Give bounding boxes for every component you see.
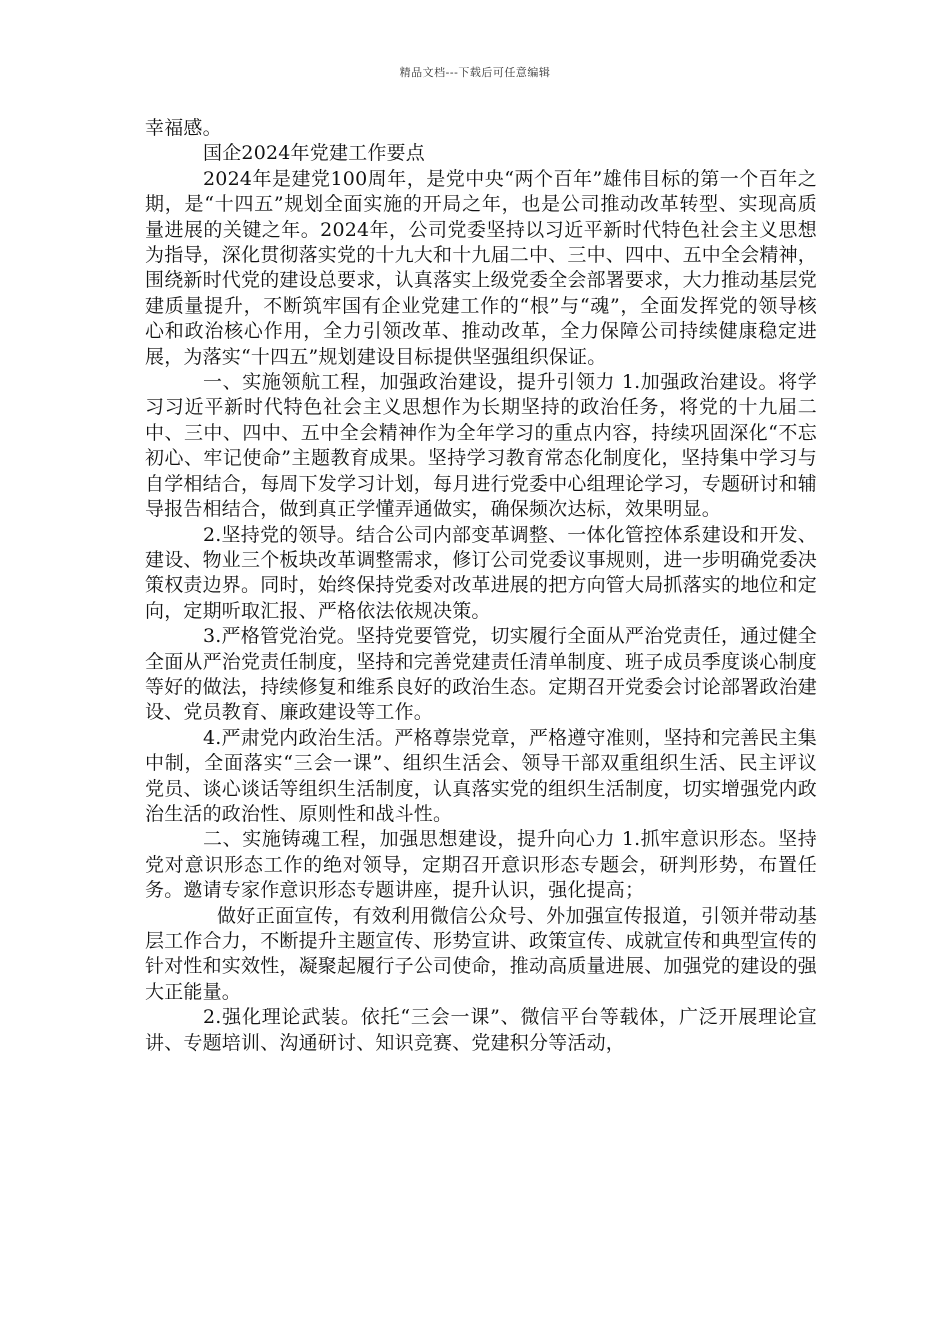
paragraph-item-4: 4.严肃党内政治生活。严格尊崇党章，严格遵守准则，坚持和完善民主集中制，全面落实“三会一课”、组织生活会、领导干部双重组织生活、民主评议党员、谈心谈话等组织生活制度，认真落实党的组织生活制度，切实增强党内政治生活的政治性、原则性和战斗性。 <box>145 726 818 825</box>
paragraph-section-two: 二、实施铸魂工程，加强思想建设，提升向心力 1.抓牢意识形态。坚持党对意识形态工作的绝对领导，定期召开意识形态专题会，研判形势，布置任务。邀请专家作意识形态专题讲座，提升认识，强化提高； <box>145 828 817 902</box>
paragraph-theory: 2.强化理论武装。依托“三会一课”、微信平台等载体，广泛开展理论宣讲、专题培训、沟通研讨、知识竞赛、党建积分等活动， <box>145 1006 817 1054</box>
document-body <box>145 116 817 1056</box>
document-title: 国企2024年党建工作要点 <box>203 142 425 165</box>
paragraph-continuation: 幸福感。 <box>145 117 222 139</box>
paragraph-section-one: 一、实施领航工程，加强政治建设，提升引领力 1.加强政治建设。将学习习近平新时代特色社会主义思想作为长期坚持的政治任务，将党的十九届二中、三中、四中、五中全会精神作为全年学习的重点内容，持续巩固深化“不忘初心、牢记使命”主题教育成果。坚持学习教育常态化制度化，坚持集中学习与自学相结合，每周下发学习计划，每月进行党委中心组理论学习，专题研讨和辅导报告相结合，做到真正学懂弄通做实，确保频次达标，效果明显。 <box>145 371 818 521</box>
page-header: 精品文档---下载后可任意编辑 <box>399 66 551 79</box>
paragraph-publicity: 做好正面宣传，有效利用微信公众号、外加强宣传报道，引领并带动基层工作合力，不断提升主题宣传、形势宣讲、政策宣传、成就宣传和典型宣传的针对性和实效性，凝聚起履行子公司使命，推动高质量进展、加强党的建设的强大正能量。 <box>145 904 818 1003</box>
paragraph-item-2: 2.坚持党的领导。结合公司内部变革调整、一体化管控体系建设和开发、建设、物业三个板块改革调整需求，修订公司党委议事规则，进一步明确党委决策权责边界。同时，始终保持党委对改革进展的把方向管大局抓落实的地位和定向，定期听取汇报、严格依法依规决策。 <box>145 523 818 622</box>
paragraph-intro: 2024年是建党100周年，是党中央“两个百年”雄伟目标的第一个百年之期，是“十四五”规划全面实施的开局之年，也是公司推动改革转型、实现高质量进展的关键之年。2024年，公司党委坚持以习近平新时代特色社会主义思想为指导，深化贯彻落实党的十九大和十九届二中、三中、四中、五中全会精神，围绕新时代党的建设总要求，认真落实上级党委全会部署要求，大力推动基层党建质量提升，不断筑牢国有企业党建工作的“根”与“魂”，全面发挥党的领导核心和政治核心作用，全力引领改革、推动改革，全力保障公司持续健康稳定进展，为落实“十四五”规划建设目标提供坚强组织保证。 <box>145 167 818 368</box>
paragraph-item-3: 3.严格管党治党。坚持党要管党，切实履行全面从严治党责任，通过健全全面从严治党责任制度，坚持和完善党建责任清单制度、班子成员季度谈心制度等好的做法，持续修复和维系良好的政治生态。定期召开党委会讨论部署政治建设、党员教育、廉政建设等工作。 <box>145 625 818 724</box>
